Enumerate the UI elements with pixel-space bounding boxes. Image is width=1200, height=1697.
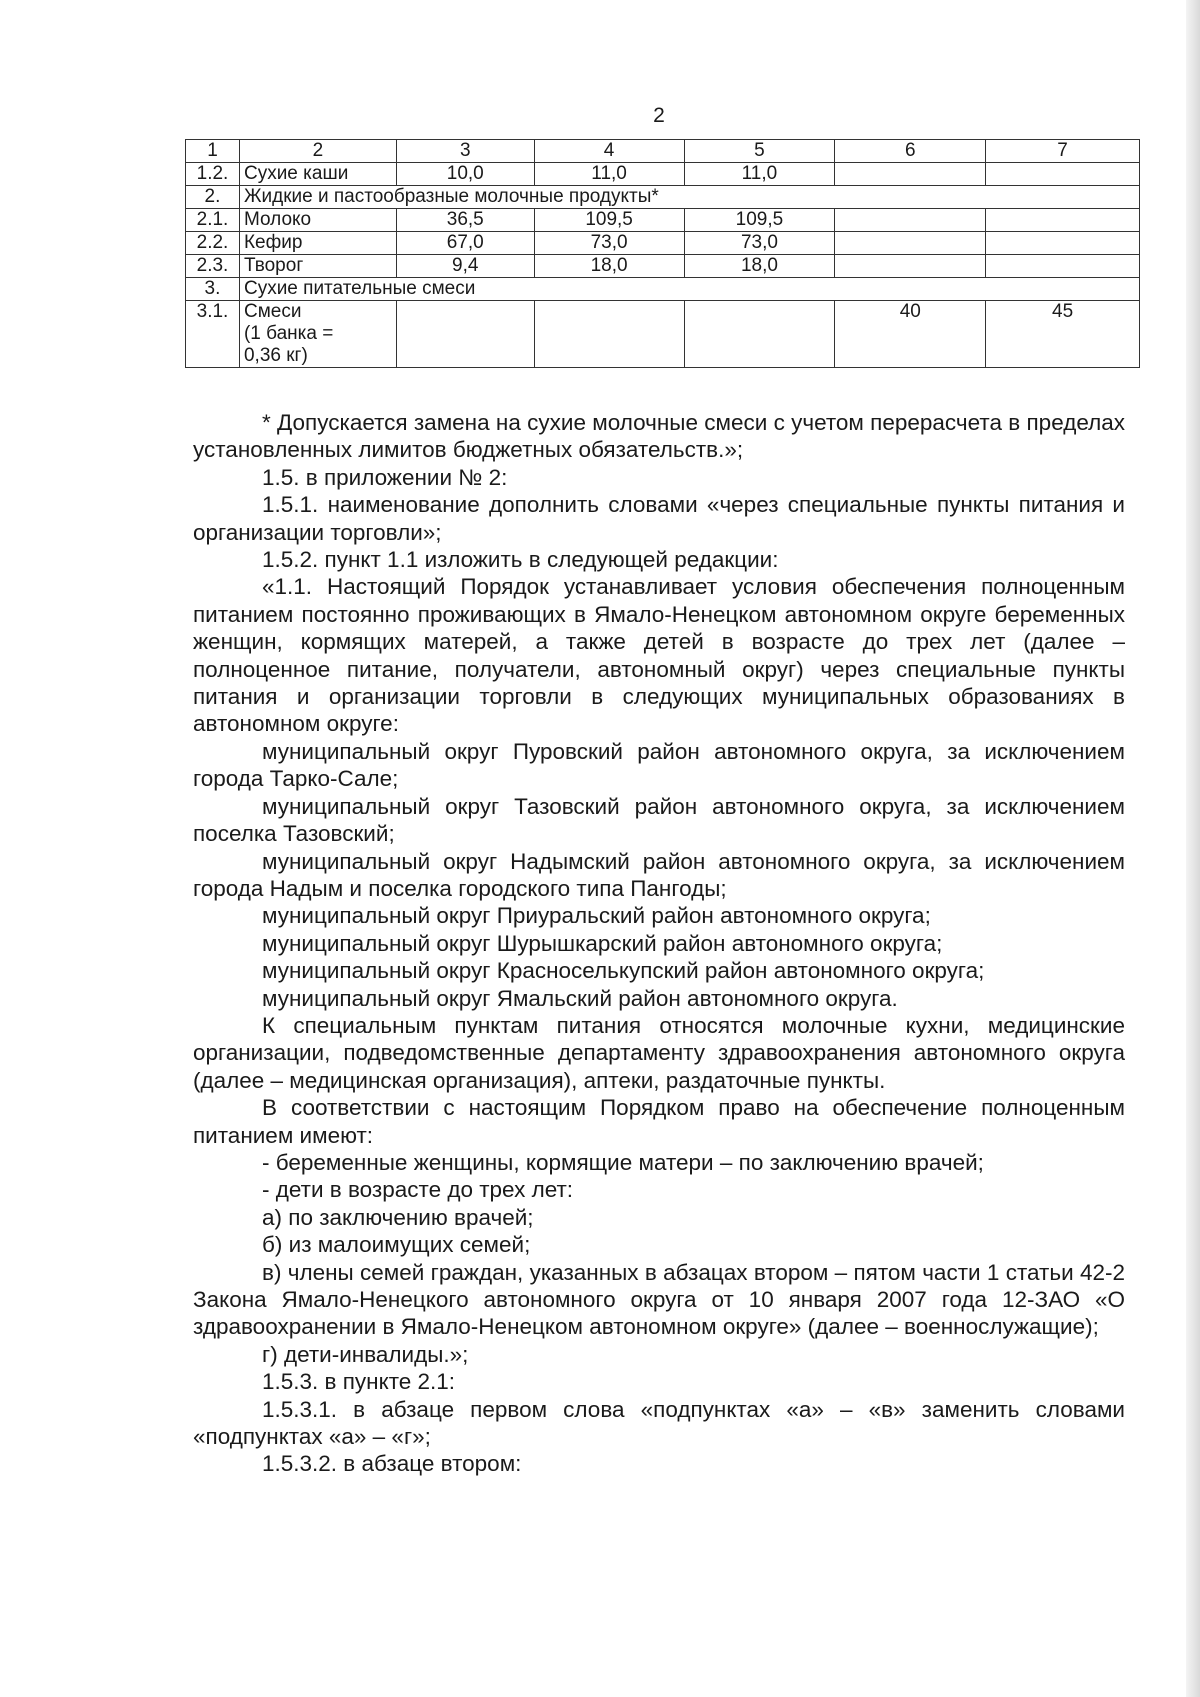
value-cell — [835, 255, 986, 278]
row-name-line: Смеси — [243, 301, 302, 322]
value-cell: 73,0 — [684, 232, 835, 255]
row-name-line: (1 банка = — [243, 323, 334, 344]
header-cell: 5 — [684, 140, 835, 163]
value-cell — [534, 301, 684, 368]
page-number: 2 — [653, 104, 665, 127]
table-row — [186, 301, 1140, 368]
value-cell — [835, 209, 986, 232]
row-name: Творог — [239, 255, 396, 278]
section-title: Сухие питательные смеси — [239, 278, 1139, 301]
paragraph: б) из малоимущих семей; — [262, 1232, 531, 1258]
table-row — [186, 255, 1140, 278]
value-cell: 109,5 — [534, 209, 684, 232]
row-number: 3. — [186, 278, 240, 301]
row-number: 2. — [186, 186, 240, 209]
paragraph: 1.5.1. наименование дополнить словами «через специальные пункты питания и организации торговли»; — [193, 492, 1125, 545]
row-name-line: 0,36 кг) — [243, 345, 308, 366]
header-cell: 1 — [186, 140, 240, 163]
table-row — [186, 163, 1140, 186]
table-section-row — [186, 186, 1140, 209]
value-cell — [986, 163, 1140, 186]
value-cell: 10,0 — [396, 163, 534, 186]
value-cell: 11,0 — [684, 163, 835, 186]
value-cell: 9,4 — [396, 255, 534, 278]
paragraph: в) члены семей граждан, указанных в абзацах втором – пятом части 1 статьи 42-2 Закона Ямало-Ненецкого автономного округа от 10 января 2007 года 12-ЗАО «О здравоохранении в Ямало-Ненецком автономном округе» (далее – военнослужащие); — [193, 1259, 1125, 1340]
header-cell: 6 — [835, 140, 986, 163]
paragraph: - беременные женщины, кормящие матери – по заключению врачей; — [262, 1149, 984, 1175]
table-row — [186, 232, 1140, 255]
value-cell — [835, 163, 986, 186]
row-number: 2.3. — [186, 255, 240, 278]
value-cell — [986, 209, 1140, 232]
value-cell — [986, 232, 1140, 255]
row-number: 3.1. — [186, 301, 240, 368]
row-name — [239, 301, 396, 368]
row-number: 1.2. — [186, 163, 240, 186]
paragraph: муниципальный округ Ямальский район автономного округа. — [262, 985, 898, 1011]
paragraph: муниципальный округ Приуральский район автономного округа; — [262, 903, 931, 929]
row-name: Кефир — [239, 232, 396, 255]
paragraph: а) по заключению врачей; — [262, 1204, 534, 1230]
value-cell — [835, 232, 986, 255]
paragraph: муниципальный округ Тазовский район автономного округа, за исключением поселка Тазовский; — [193, 793, 1125, 847]
paragraph: г) дети-инвалиды.»; — [262, 1341, 469, 1367]
footnote: * Допускается замена на сухие молочные смеси с учетом перерасчета в пределах установленных лимитов бюджетных обязательств.»; — [193, 410, 1125, 463]
paragraph: муниципальный округ Пуровский район автономного округа, за исключением города Тарко-Сале; — [193, 738, 1125, 792]
paragraph: 1.5.3.1. в абзаце первом слова «подпунктах «а» – «в» заменить словами «подпунктах «а» – «г»; — [193, 1396, 1125, 1450]
paragraph: муниципальный округ Красноселькупский район автономного округа; — [262, 958, 985, 984]
page-edge-shadow — [1186, 0, 1200, 1697]
value-cell — [684, 301, 835, 368]
header-cell: 4 — [534, 140, 684, 163]
paragraph: «1.1. Настоящий Порядок устанавливает условия обеспечения полноценным питанием постоянно проживающих в Ямало-Ненецком автономном округе беременных женщин, кормящих матерей, а также детей в возрасте до трех лет (далее – полноценное питание, получатели, автономный округ) через специальные пункты питания и организации торговли в следующих муниципальных образованиях в автономном округе: — [193, 574, 1125, 737]
table-section-row — [186, 278, 1140, 301]
section-title: Жидкие и пастообразные молочные продукты* — [239, 186, 1139, 209]
row-name: Сухие каши — [239, 163, 396, 186]
value-cell: 40 — [835, 301, 986, 368]
value-cell — [396, 301, 534, 368]
value-cell: 18,0 — [684, 255, 835, 278]
row-name: Молоко — [239, 209, 396, 232]
value-cell — [986, 255, 1140, 278]
table-row — [186, 209, 1140, 232]
document-body — [193, 409, 1125, 1478]
paragraph: В соответствии с настоящим Порядком право на обеспечение полноценным питанием имеют: — [193, 1095, 1125, 1148]
row-number: 2.2. — [186, 232, 240, 255]
paragraph: - дети в возрасте до трех лет: — [262, 1177, 574, 1203]
paragraph: К специальным пунктам питания относятся молочные кухни, медицинские организации, подведомственные департаменту здравоохранения автономного округа (далее – медицинская организация), аптеки, раздаточные пункты. — [193, 1012, 1125, 1093]
paragraph: муниципальный округ Шурышкарский район автономного округа; — [262, 930, 943, 956]
value-cell: 36,5 — [396, 209, 534, 232]
value-cell: 73,0 — [534, 232, 684, 255]
header-cell: 7 — [986, 140, 1140, 163]
table-header-row — [186, 140, 1140, 163]
value-cell: 109,5 — [684, 209, 835, 232]
value-cell: 45 — [986, 301, 1140, 368]
paragraph: муниципальный округ Надымский район автономного округа, за исключением города Надым и поселка городского типа Пангоды; — [193, 848, 1125, 901]
value-cell: 67,0 — [396, 232, 534, 255]
paragraph: 1.5.2. пункт 1.1 изложить в следующей редакции: — [262, 547, 779, 573]
nutrition-table — [185, 139, 1140, 368]
paragraph: 1.5. в приложении № 2: — [262, 464, 508, 490]
value-cell: 18,0 — [534, 255, 684, 278]
row-number: 2.1. — [186, 209, 240, 232]
value-cell: 11,0 — [534, 163, 684, 186]
paragraph: 1.5.3. в пункте 2.1: — [262, 1369, 456, 1395]
header-cell: 3 — [396, 140, 534, 163]
header-cell: 2 — [239, 140, 396, 163]
paragraph: 1.5.3.2. в абзаце втором: — [262, 1451, 522, 1477]
